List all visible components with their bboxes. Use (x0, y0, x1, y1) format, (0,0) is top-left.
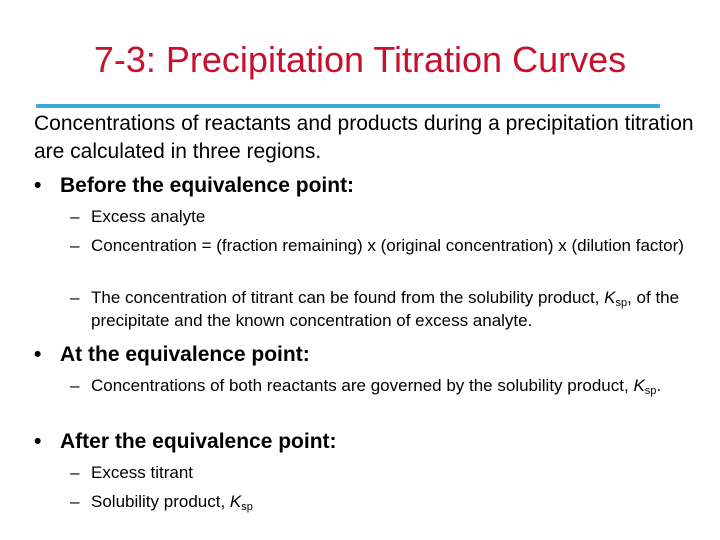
sub-bullet (70, 490, 715, 513)
section-heading: At the equivalence point: (60, 343, 310, 366)
bullet-glyph: • (34, 430, 42, 453)
bullet-after-equivalence (34, 428, 714, 456)
sub-bullet (70, 205, 715, 228)
title-underline (36, 104, 660, 108)
ksp-symbol: K (229, 492, 242, 511)
ksp-subscript: sp (644, 385, 657, 397)
dash-glyph: – (70, 236, 80, 255)
bullet-glyph: • (34, 343, 42, 366)
intro-paragraph: Concentrations of reactants and products during a precipitation titration are calculated in three regions. (34, 112, 694, 163)
ksp-symbol: K (633, 376, 645, 395)
dash-glyph: – (70, 463, 80, 482)
sub-bullet-text: Excess analyte (91, 207, 206, 226)
dash-glyph: – (70, 207, 80, 226)
sub-bullet-text: Solubility product, $K_{sp}$ (91, 492, 253, 513)
sub-bullet-text: Concentrations of both reactants are governed by the solubility product, $K_{sp}$. (91, 376, 662, 397)
section-heading: Before the equivalence point: (60, 174, 355, 197)
section-heading: After the equivalence point: (60, 430, 337, 453)
bullet-before-equivalence (34, 172, 714, 200)
ksp-subscript: sp (615, 297, 628, 309)
dash-glyph: – (70, 492, 80, 511)
sub-bullet (70, 461, 715, 484)
bullet-at-equivalence (34, 341, 714, 369)
sub-bullet-text: Excess titrant (91, 463, 194, 482)
ksp-symbol: K (604, 288, 616, 307)
sub-bullet (70, 234, 715, 257)
ksp-subscript: sp (241, 501, 253, 513)
sub-bullet-text: Concentration = (fraction remaining) x (original concentration) x (dilution factor) (91, 236, 684, 255)
bullet-glyph: • (34, 174, 42, 197)
sub-bullet (70, 374, 715, 397)
dash-glyph: – (70, 376, 80, 395)
sub-bullet (70, 286, 715, 332)
dash-glyph: – (70, 288, 80, 307)
slide-title: 7-3: Precipitation Titration Curves (93, 39, 627, 80)
sub-bullet-text: The concentration of titrant can be found from the solubility product, $K_{sp}$, of the precipitate and the known concentration of excess analyte. (91, 288, 680, 330)
